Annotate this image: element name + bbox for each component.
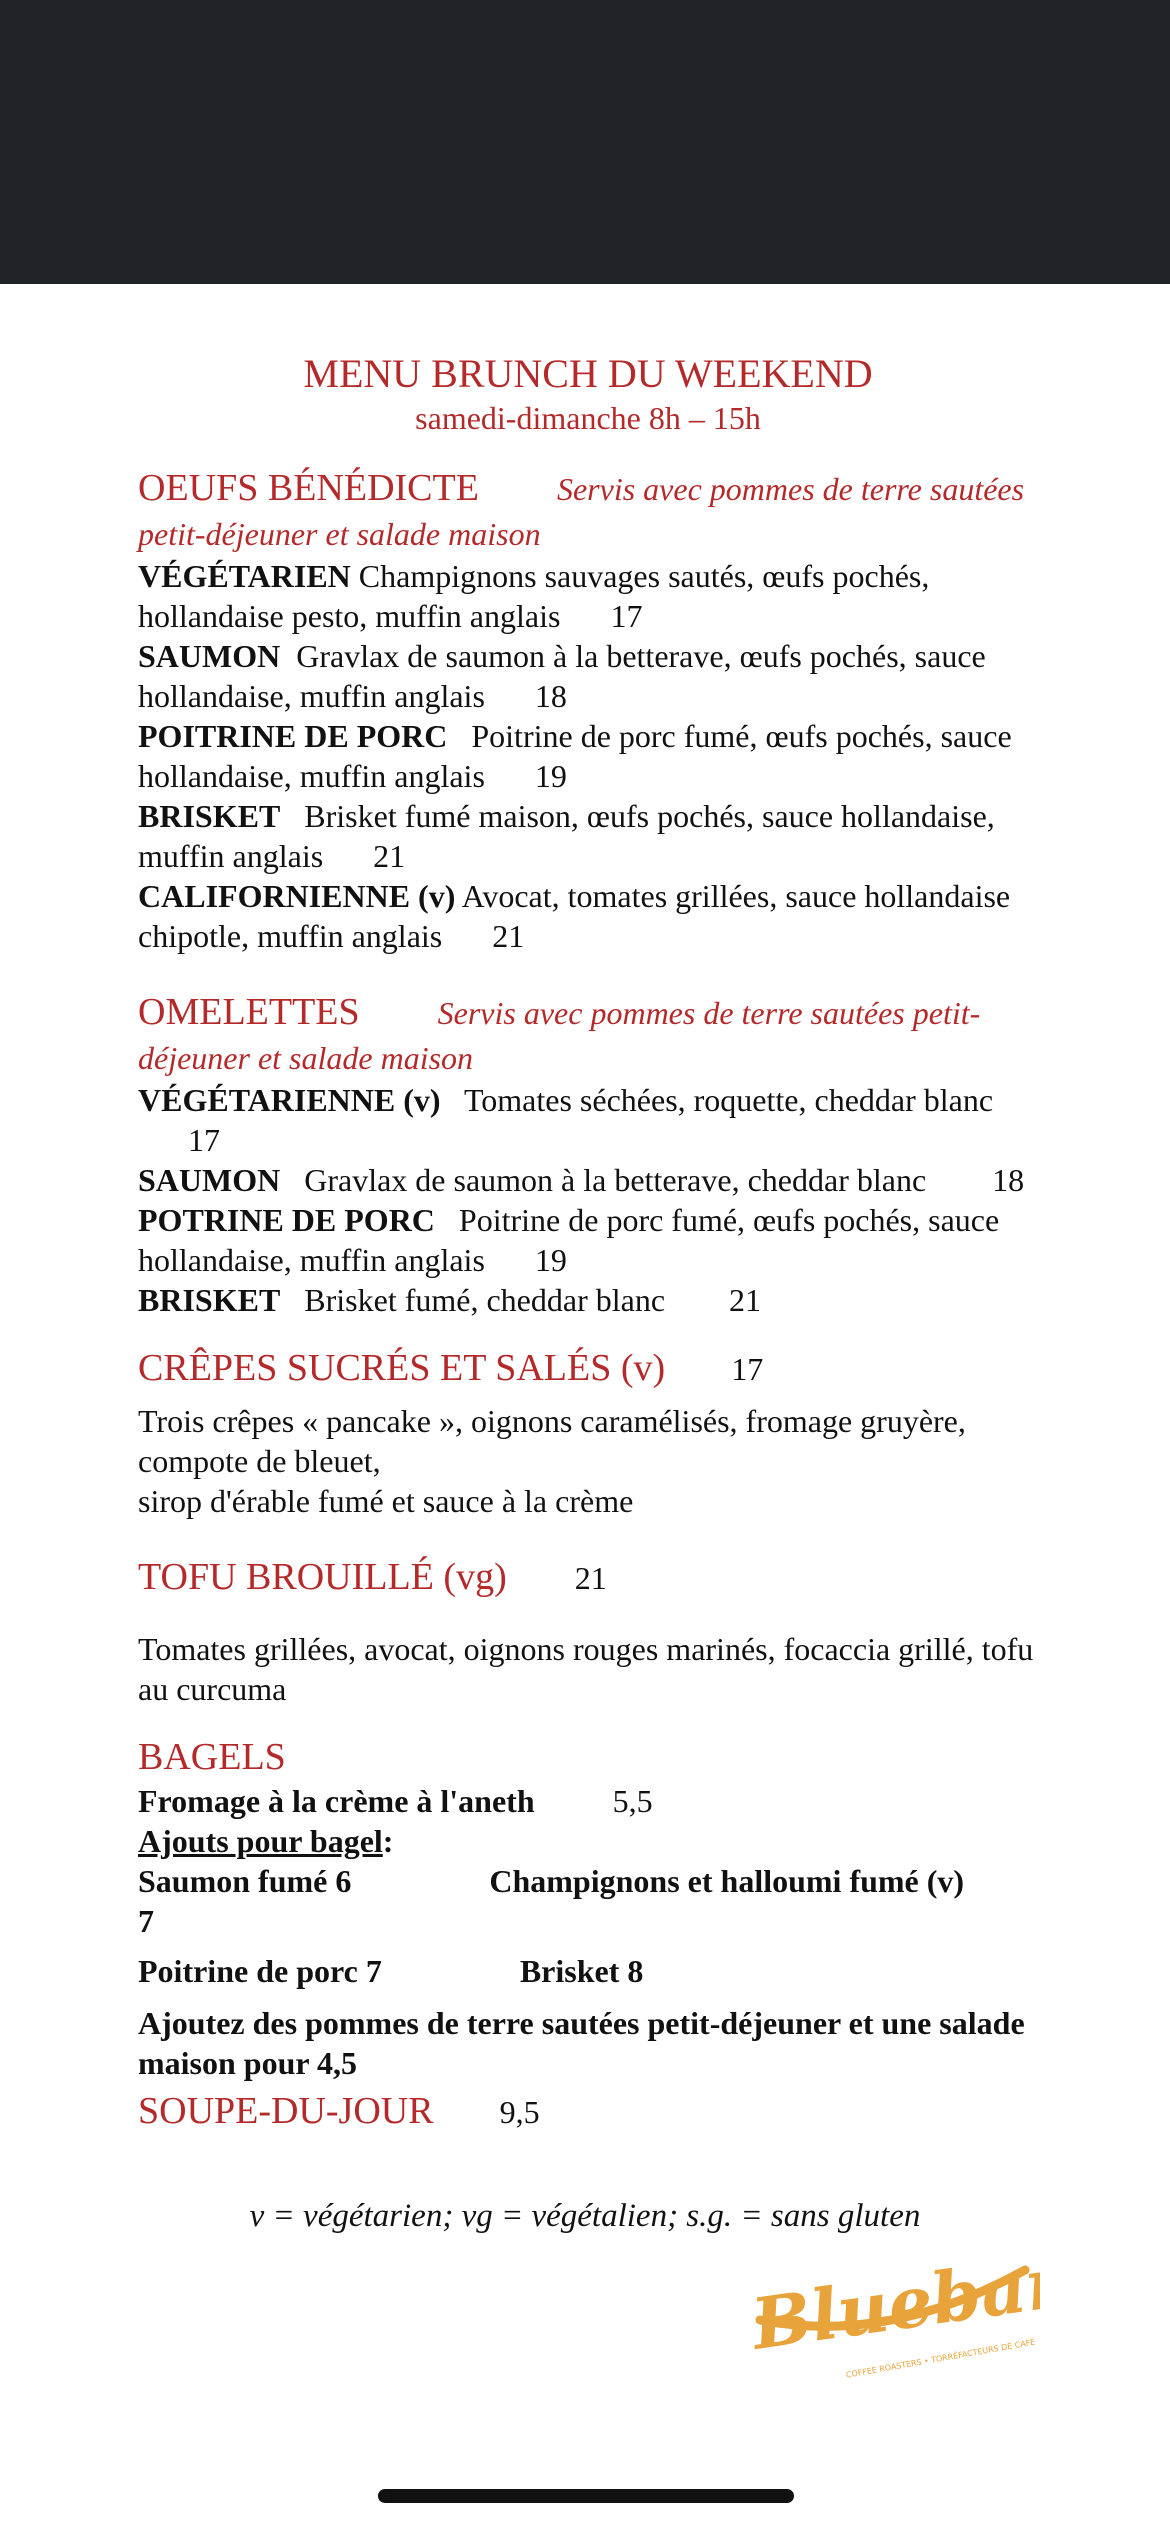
item-name: CALIFORNIENNE (v) [138, 878, 456, 914]
item-price: 17 [610, 598, 643, 634]
crepes-price: 17 [731, 1351, 764, 1387]
benedicte-section [138, 464, 1038, 956]
omelettes-heading: OMELETTES [138, 991, 360, 1033]
tofu-header [138, 1553, 1038, 1609]
item-price: 5,5 [612, 1783, 653, 1819]
crepes-section [138, 1344, 1038, 1521]
item-price: 21 [373, 838, 406, 874]
crepes-header [138, 1344, 1038, 1401]
addons-label-text: Ajouts pour bagel [138, 1823, 383, 1859]
menu-item [138, 636, 1038, 716]
item-desc: Poitrine de porc fumé, œufs pochés, sauce hollandaise, muffin anglais [138, 718, 1012, 794]
item-price: 19 [534, 1242, 567, 1278]
bagel-item [138, 1781, 1038, 1821]
menu-item [138, 1280, 1038, 1320]
soupe-section [138, 2087, 1038, 2143]
menu-item [138, 556, 1038, 636]
item-name: SAUMON [138, 1162, 281, 1198]
addon-item: Saumon fumé 6 [138, 1863, 352, 1899]
benedicte-heading: OEUFS BÉNÉDICTE [138, 467, 479, 509]
item-desc: Avocat, tomates grillées, sauce hollandaise chipotle, muffin anglais [138, 878, 1011, 954]
crepes-heading: CRÊPES SUCRÉS ET SALÉS (v) [138, 1347, 666, 1389]
status-bar-area [0, 0, 1170, 284]
home-indicator[interactable] [378, 2489, 794, 2503]
item-price: 18 [534, 678, 567, 714]
item-price: 17 [188, 1122, 220, 1158]
item-name: SAUMON [138, 638, 281, 674]
item-price: 19 [534, 758, 567, 794]
item-price: 21 [729, 1282, 762, 1318]
item-name: POITRINE DE PORC [138, 718, 448, 754]
svg-text:COFFEE ROASTERS • TORRÉFACTEUR: COFFEE ROASTERS • TORRÉFACTEURS DE CAFÉ [845, 2337, 1036, 2380]
omelettes-header [138, 988, 1038, 1080]
menu-item [138, 716, 1038, 796]
menu-title: MENU BRUNCH DU WEEKEND [303, 351, 873, 396]
item-name: Fromage à la crème à l'aneth [138, 1783, 535, 1819]
item-name: VÉGÉTARIEN [138, 558, 351, 594]
omelettes-section [138, 988, 1038, 1320]
addon-item: Brisket 8 [519, 1953, 644, 1989]
bagel-addons-row-2 [138, 1951, 1038, 1991]
tofu-section [138, 1553, 1038, 1709]
item-desc: Gravlax de saumon à la betterave, cheddar blanc [304, 1162, 927, 1198]
soupe-price: 9,5 [499, 2094, 540, 2130]
item-name: POTRINE DE PORC [138, 1202, 435, 1238]
addon-item: Poitrine de porc 7 [138, 1953, 382, 1989]
item-price: 21 [492, 918, 525, 954]
benedicte-note: Servis avec pommes de terre sautées petit-déjeuner et salade maison [138, 471, 1025, 552]
addon-price: 7 [138, 1903, 154, 1939]
addon-item: Champignons et halloumi fumé (v) [489, 1863, 965, 1899]
omelettes-note: Servis avec pommes de terre sautées petit-déjeuner et salade maison [138, 995, 981, 1076]
menu-hours: samedi-dimanche 8h – 15h [415, 400, 761, 436]
item-desc: Brisket fumé maison, œufs pochés, sauce hollandaise, muffin anglais [138, 798, 995, 874]
menu-item [138, 1160, 1038, 1200]
item-desc: Brisket fumé, cheddar blanc [304, 1282, 666, 1318]
diet-legend: v = végétarien; vg = végétalien; s.g. = sans gluten [249, 2198, 921, 2234]
benedicte-header [138, 464, 1038, 556]
tofu-desc: Tomates grillées, avocat, oignons rouges marinés, focaccia grillé, tofu au curcuma [138, 1631, 1034, 1707]
menu-item [138, 876, 1038, 956]
tofu-price: 21 [574, 1560, 607, 1596]
menu-item [138, 1080, 1038, 1160]
item-desc: Gravlax de saumon à la betterave, œufs pochés, sauce hollandaise, muffin anglais [138, 638, 986, 714]
item-name: BRISKET [138, 798, 281, 834]
svg-text:Bluebarn: Bluebarn [746, 2250, 1040, 2366]
bagel-extra: Ajoutez des pommes de terre sautées petit-déjeuner et une salade maison pour 4,5 [138, 2005, 1025, 2081]
bagels-heading: BAGELS [138, 1736, 286, 1778]
item-price: 18 [992, 1162, 1025, 1198]
tofu-heading: TOFU BROUILLÉ (vg) [138, 1556, 507, 1598]
menu-item [138, 796, 1038, 876]
menu-document [138, 350, 1038, 2143]
bagels-section [138, 1733, 1038, 2083]
bluebarn-logo [740, 2250, 1040, 2380]
crepes-desc-2: sirop d'érable fumé et sauce à la crème [138, 1483, 634, 1519]
item-desc: Tomates séchées, roquette, cheddar blanc [463, 1082, 994, 1118]
bagel-addons-row [138, 1861, 1038, 1901]
crepes-desc: Trois crêpes « pancake », oignons caramélisés, fromage gruyère, compote de bleuet, [138, 1403, 966, 1479]
item-desc: Champignons sauvages sautés, œufs pochés, hollandaise pesto, muffin anglais [138, 558, 930, 634]
bagel-addons-label: Ajouts pour bagel: [138, 1823, 394, 1859]
soupe-heading: SOUPE-DU-JOUR [138, 2090, 434, 2132]
item-name: VÉGÉTARIENNE (v) [138, 1082, 441, 1118]
item-name: BRISKET [138, 1282, 281, 1318]
item-desc: Poitrine de porc fumé, œufs pochés, sauce hollandaise, muffin anglais [138, 1202, 1000, 1278]
menu-item [138, 1200, 1038, 1280]
